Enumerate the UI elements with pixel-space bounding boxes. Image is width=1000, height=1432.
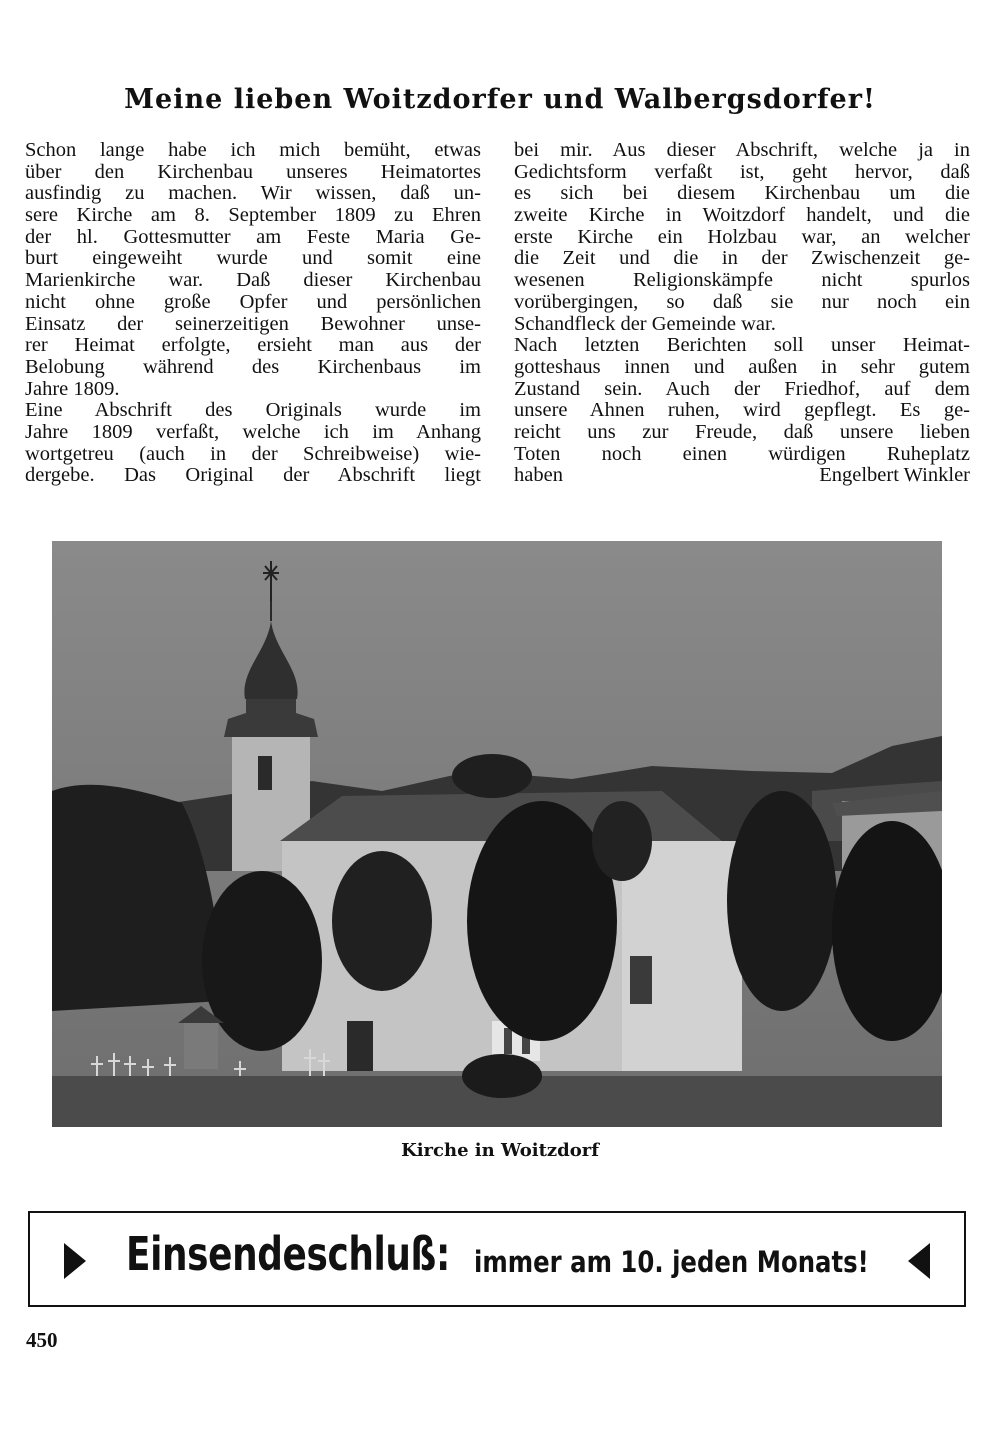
text-line: zweite Kirche in Woitzdorf handelt, und die (514, 204, 970, 227)
text-line: Gedichtsform verfaßt ist, geht hervor, daß (514, 160, 970, 183)
banner-subline: immer am 10. jeden Monats! (474, 1245, 869, 1279)
text-line: Schon lange habe ich mich bemüht, etwas (25, 139, 481, 161)
triangle-left-icon (906, 1241, 932, 1281)
text-line: Einsatz der seinerzeitigen Bewohner unse- (25, 312, 481, 335)
text-line: Nach letzten Berichten soll unser Heimat- (514, 334, 970, 357)
text-line: wesenen Religionskämpfe nicht spurlos (514, 269, 970, 292)
text-line: es sich bei diesem Kirchenbau um die (514, 182, 970, 205)
photo-caption: Kirche in Woitzdorf (401, 1140, 599, 1161)
text-line: bei mir. Aus dieser Abschrift, welche ja in (514, 139, 970, 161)
text-line: erste Kirche ein Holzbau war, an welcher (514, 225, 970, 248)
text-line: Belobung während des Kirchenbaus im (25, 355, 481, 378)
text-line: sere Kirche am 8. September 1809 zu Ehren (25, 204, 481, 227)
text-line: dergebe. Das Original der Abschrift liegt (25, 464, 481, 487)
text-line: ausfindig zu machen. Wir wissen, daß un- (25, 182, 481, 205)
banner-headline: Einsendeschluß: (126, 1227, 450, 1281)
deadline-banner (28, 1211, 966, 1307)
text-line: nicht ohne große Opfer und persönlichen (25, 290, 481, 313)
article-title: Meine lieben Woitzdorfer und Walbergsdorfer! (124, 84, 876, 115)
text-line: über den Kirchenbau unseres Heimatortes (25, 160, 481, 183)
text-line: rer Heimat erfolgte, ersieht man aus der (25, 334, 481, 357)
text-line: Marienkirche war. Daß dieser Kirchenbau (25, 269, 481, 292)
text-line: vorübergingen, so daß sie nur noch ein (514, 290, 970, 313)
text-line: Zustand sein. Auch der Friedhof, auf dem (514, 377, 970, 400)
church-photo (52, 541, 942, 1127)
text-line: Schandfleck der Gemeinde war. (514, 312, 776, 335)
text-line: der hl. Gottesmutter am Feste Maria Ge- (25, 225, 481, 248)
signature-line (514, 465, 970, 487)
left-column (25, 140, 481, 487)
text-line: burt eingeweiht wurde und somit eine (25, 247, 481, 270)
text-line: Jahre 1809. (25, 377, 120, 400)
right-column (514, 140, 970, 487)
text-line: Toten noch einen würdigen Ruheplatz (514, 442, 970, 465)
text-line: die Zeit und die in der Zwischenzeit ge- (514, 247, 970, 270)
triangle-right-icon (62, 1241, 88, 1281)
text-line: Eine Abschrift des Originals wurde im (25, 399, 481, 422)
text-line: Jahre 1809 verfaßt, welche ich im Anhang (25, 420, 481, 443)
text-line: reicht uns zur Freude, daß unsere lieben (514, 420, 970, 443)
text-line: unsere Ahnen ruhen, wird gepflegt. Es ge- (514, 399, 970, 422)
text-line: gotteshaus innen und außen in sehr gutem (514, 355, 970, 378)
author-name: Engelbert Winkler (819, 464, 970, 487)
text-line: wortgetreu (auch in der Schreibweise) wie- (25, 442, 481, 465)
closing-word: haben (514, 464, 563, 487)
page-number: 450 (26, 1328, 58, 1352)
